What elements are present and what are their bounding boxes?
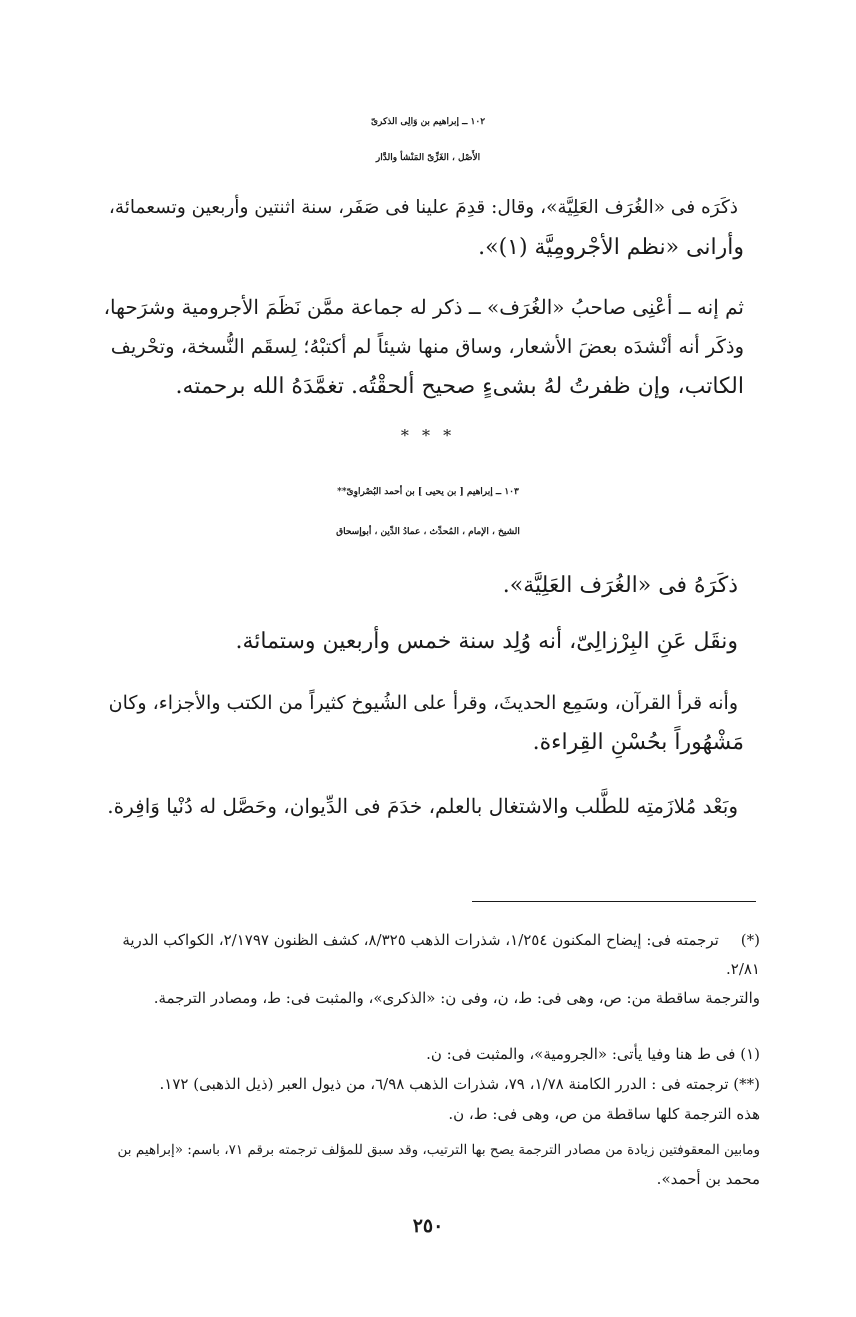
paragraph-4 [99,622,744,662]
paragraph-1-line-2: وأرانى «نظم الأجْرومِيَّة (١)». [478,235,744,260]
paragraph-2-line-2: وذكَر أنه أنْشدَه بعضَ الأشعار، وساق منها شيئاً لم أكتبْهُ؛ لِسقَم النُّسخة، وتحْريف [110,335,744,358]
page-number: ٢٥٠ [412,1215,444,1237]
footnote-1-line-3: والترجمة ساقطة من: ص، وهى فى: ط، ن، وفى ن: «الذكرى»، والمثبت فى: ط، ومصادر الترجمة. [153,989,760,1007]
footnote-5-line-1: ومابين المعقوفتين زيادة من مصادر الترجمة يصح بها الترتيب، وقد سبق للمؤلف ترجمته برقم ٧١، باسم: «إبراهيم بن [117,1142,760,1158]
paragraph-5 [99,683,744,763]
paragraph-6-line-1: وبَعْد مُلازَمتِه للطَّلب والاشتغال بالعلم، خدَمَ فى الدِّيوان، وحَصَّل له دُنْيا وَافِرة. [107,794,738,818]
footnote-1-text: ترجمته فى: إيضاح المكنون ١/٢٥٤، شذرات الذهب ٨/٣٢٥، كشف الظنون ٢/١٧٩٧، الكواكب الدرية [122,931,719,949]
paragraph-1-line-1: ذكَرَه فى «الغُرَف العَلِيَّة»، وقال: قدِمَ علينا فى صَفَر، سنة اثنتين وأربعين وتسعمائة، [108,197,738,218]
paragraph-5-line-1: وأنه قرأ القرآن، وسَمِع الحديثَ، وقرأ على الشُيوخ كثيراً من الكتب والأجزاء، وكان [108,692,738,714]
entry-103-title: ١٠٣ ــ إبراهيم [ بن يحيى ] بن أحمد البُصْراوِىّ** [337,487,519,497]
footnote-1-line-2: ٢/٨١. [725,960,760,978]
paragraph-2-line-1: ثم إنه ــ أعْنِى صاحبُ «الغُرَف» ــ ذكر له جماعة ممَّن نَظَمَ الأجرومية وشرَحها، [103,295,744,319]
paragraph-3-line-1: ذكَرَهُ فى «الغُرَف العَلِيَّة». [502,573,738,598]
footnote-3-line-1: (**) ترجمته فى : الدرر الكامنة ١/٧٨، ٧٩، شذرات الذهب ٦/٩٨، من ذيول العبر (ذيل الذهبى) ١٧٢. [159,1075,760,1093]
footnote-1-line-1 [96,926,760,955]
footnote-5 [96,1136,760,1194]
footnote-3 [96,1070,760,1099]
paragraph-1 [99,188,744,268]
entry-103-subtitle: الشيخ ، الإمام ، المُحدِّث ، عمادُ الدِّين ، أبوإسحاق [336,527,520,537]
footnote-1-marker: (*) [740,931,760,949]
paragraph-6 [99,786,744,826]
footnote-divider [472,901,756,902]
footnote-5-line-2: محمد بن أحمد». [656,1170,760,1188]
paragraph-5-line-2: مَشْهُوراً بحُسْنِ القِراءة. [532,730,744,755]
footnote-4-line-1: هذه الترجمة كلها ساقطة من ص، وهى فى: ط، ن. [448,1105,760,1123]
paragraph-2 [99,287,744,407]
footnote-2 [96,1040,760,1069]
footnote-4 [96,1100,760,1129]
entry-102-subtitle: الأَصْل ، الغَزِّىّ المَنْشأ والدَّار [375,153,481,163]
paragraph-3 [99,566,744,606]
entry-102-title: ١٠٢ ــ إبراهيم بن وَالِى الذكرىّ [370,117,486,127]
paragraph-4-line-1: ونقَل عَنِ البِرْزالِىّ، أنه وُلِد سنة خمس وأربعين وستمائة. [235,629,738,654]
footnote-1 [96,926,760,1013]
section-separator: * * * [400,426,456,445]
footnote-2-line-1: (١) فى ط هنا وفيا يأتى: «الجرومية»، والمثبت فى: ن. [426,1045,760,1063]
paragraph-2-line-3: الكاتب، وإن ظفرتُ لهُ بشىءٍ صحيح ألحقْتُه. تغمَّدَهُ الله برحمته. [175,374,744,399]
